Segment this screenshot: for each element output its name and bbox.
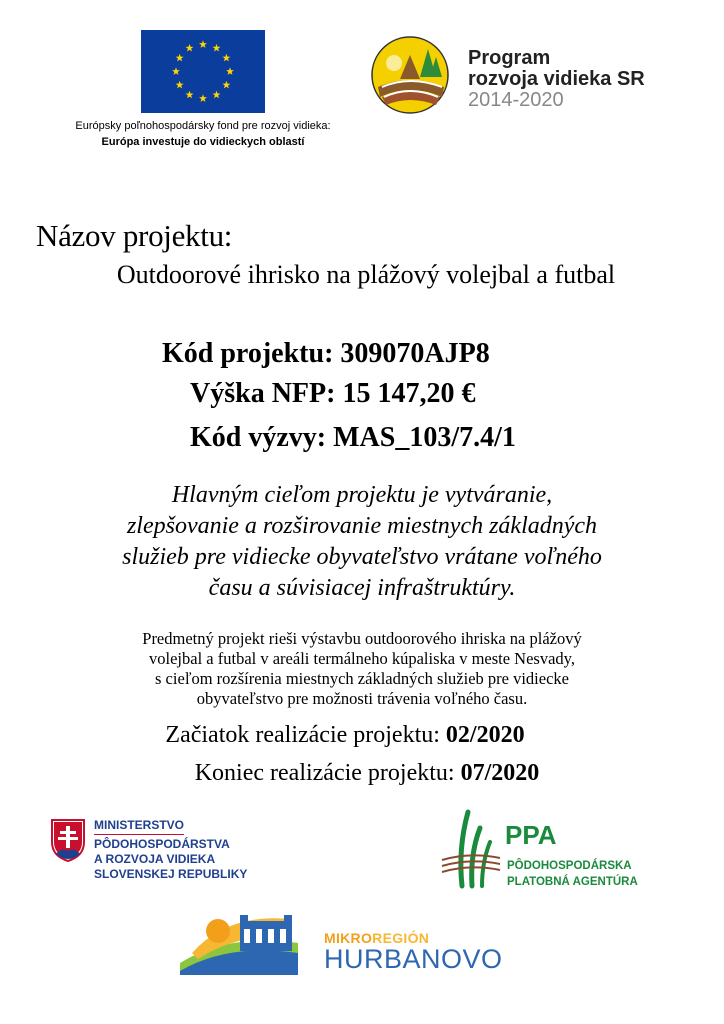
mikroregion-landscape-icon — [178, 903, 300, 975]
project-code-line — [162, 338, 490, 370]
eu-caption-line1: Európsky poľnohospodársky fond pre rozvoj vidieka: — [75, 120, 331, 132]
project-code-label: Kód projektu: — [162, 338, 334, 369]
description-line: obyvateľstvo pre možnosti trávenia voľného času. — [196, 689, 528, 708]
end-value: 07/2020 — [460, 760, 540, 786]
call-code-value: MAS_103/7.4/1 — [333, 422, 516, 453]
goal-line: času a súvisiacej infraštruktúry. — [208, 575, 516, 601]
realization-start — [0, 722, 724, 749]
mikroregion-part1: MIKRO — [324, 930, 373, 946]
ministry-name — [94, 818, 247, 882]
slovak-coat-of-arms-icon — [50, 818, 86, 862]
mikroregion-part2: REGIÓN — [372, 930, 430, 946]
goal-line: Hlavným cieľom projektu je vytváranie, — [171, 482, 553, 508]
eu-flag-logo — [141, 30, 265, 113]
nfp-label: Výška NFP: — [190, 378, 336, 409]
ministry-line4: SLOVENSKEJ REPUBLIKY — [94, 867, 248, 881]
call-code-line — [190, 422, 516, 454]
nfp-amount-line — [190, 378, 475, 410]
eu-fund-caption — [30, 118, 376, 150]
project-title-label: Názov projektu: — [36, 218, 233, 253]
description-line: volejbal a futbal v areáli termálneho kúpaliska v meste Nesvady, — [149, 649, 575, 668]
end-label: Koniec realizácie projektu: — [194, 760, 455, 786]
ppa-line2: PLATOBNÁ AGENTÚRA — [507, 876, 638, 888]
goal-line: služieb pre vidiecke obyvateľstvo vrátane voľného — [122, 544, 602, 570]
project-description — [30, 629, 694, 709]
call-code-label: Kód výzvy: — [190, 422, 327, 453]
rural-development-program-logo — [370, 35, 456, 115]
ppa-full-name — [507, 858, 638, 890]
ppa-abbreviation: PPA — [505, 820, 557, 850]
start-value: 02/2020 — [445, 722, 525, 748]
nfp-value: 15 147,20 € — [342, 378, 476, 409]
realization-end — [0, 760, 724, 787]
ppa-grass-icon — [440, 808, 502, 892]
prv-line2: rozvoja vidieka SR — [468, 68, 645, 90]
start-label: Začiatok realizácie projektu: — [165, 722, 440, 748]
mikroregion-part3: HURBANOVO — [324, 944, 503, 974]
mikroregion-name — [324, 930, 503, 972]
eu-caption-line2: Európa investuje do vidieckych oblastí — [101, 136, 305, 148]
description-line: s cieľom rozšírenia miestnych základných služieb pre vidiecke — [154, 669, 569, 688]
prv-line1: Program — [468, 47, 551, 69]
ministry-line2: PÔDOHOSPODÁRSTVA — [94, 837, 230, 851]
project-name: Outdoorové ihrisko na plážový volejbal a futbal — [116, 260, 616, 289]
description-line: Predmetný projekt rieši výstavbu outdoorového ihriska na plážový — [142, 629, 582, 648]
goal-line: zlepšovanie a rozširovanie miestnych základných — [126, 513, 598, 539]
project-code-value: 309070AJP8 — [340, 338, 490, 369]
ppa-line1: PÔDOHOSPODÁRSKA — [507, 860, 632, 872]
rural-development-program-title — [468, 48, 645, 111]
project-goal — [30, 480, 694, 604]
ministry-line1: MINISTERSTVO — [94, 818, 184, 835]
prv-years: 2014-2020 — [468, 89, 564, 111]
ministry-line3: A ROZVOJA VIDIEKA — [94, 852, 216, 866]
